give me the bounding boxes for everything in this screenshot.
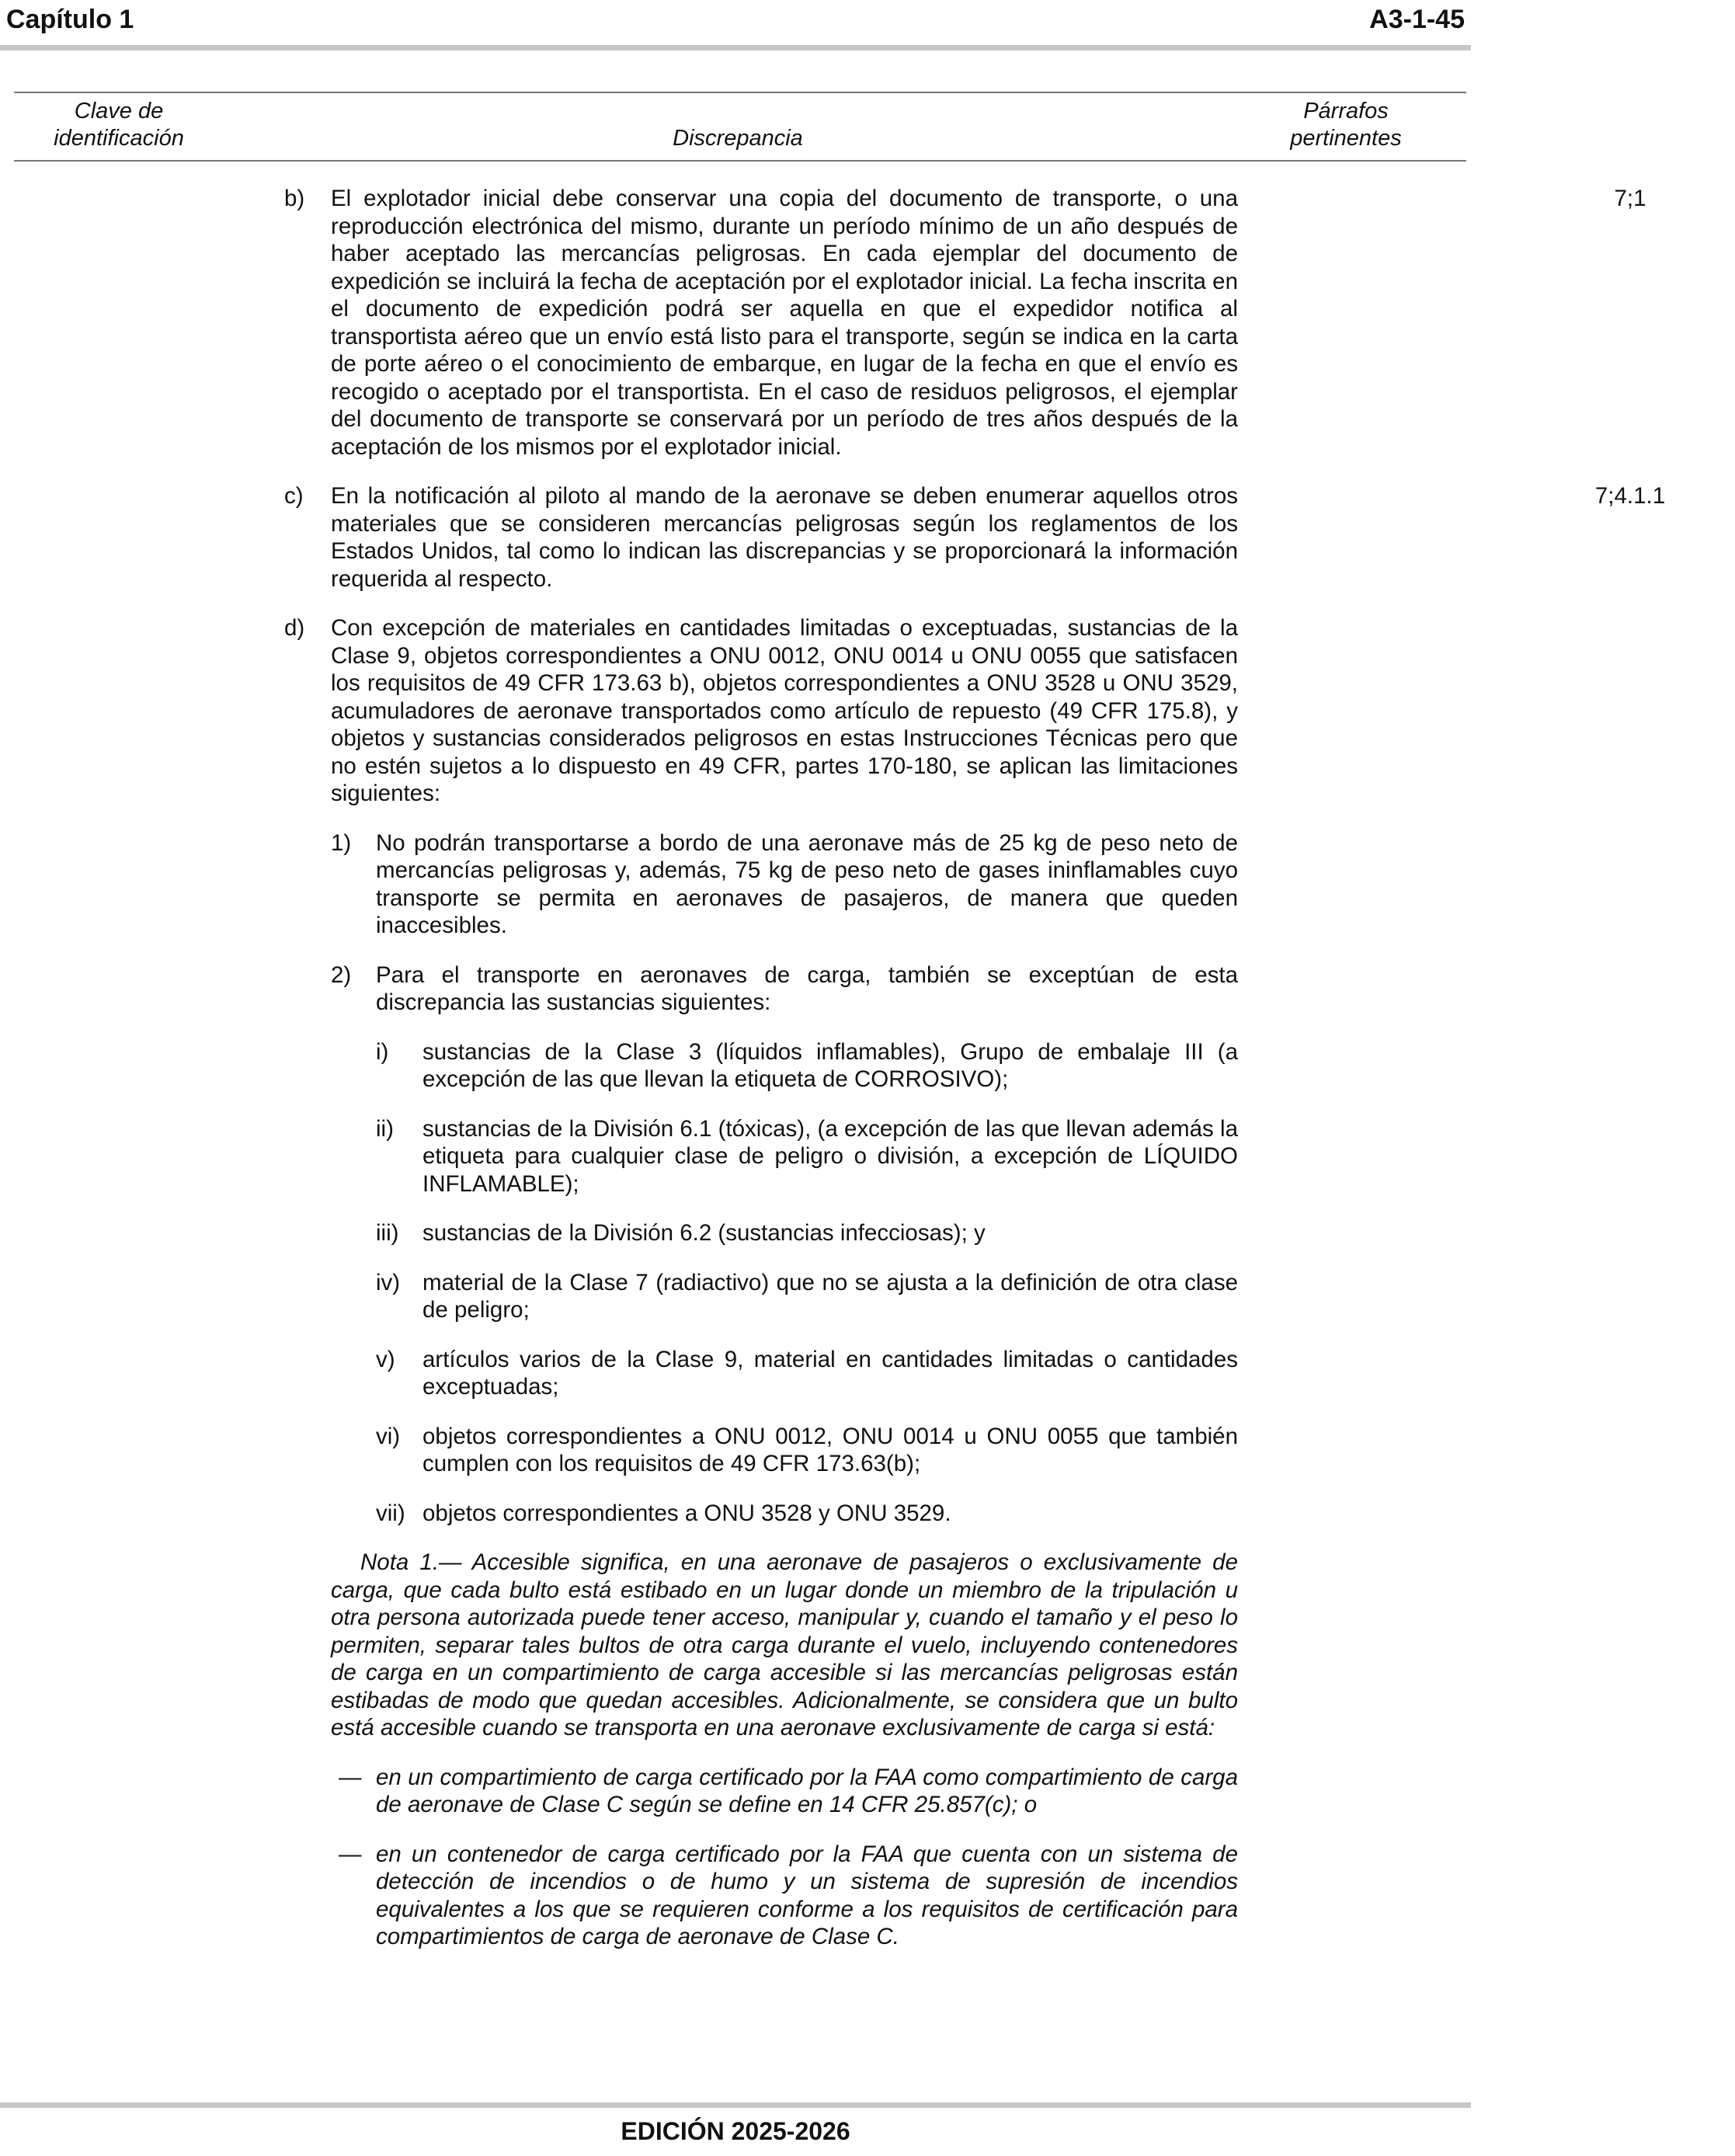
subsubitem-iv xyxy=(284,1269,1238,1324)
header-rule xyxy=(0,45,1471,50)
subsubitem-label: vii) xyxy=(376,1500,405,1526)
chapter-title: Capítulo 1 xyxy=(6,5,134,34)
discrepancy-content xyxy=(0,185,1666,1951)
subsubitem-label: iv) xyxy=(376,1269,401,1295)
subsubitem-vii xyxy=(284,1500,1238,1528)
item-c xyxy=(284,482,1666,593)
dash-label: — xyxy=(339,1764,362,1790)
dash-item-1 xyxy=(284,1764,1238,1819)
subsubitem-label: v) xyxy=(376,1346,395,1372)
subitem-1 xyxy=(284,829,1238,940)
subsubitem-ii xyxy=(284,1115,1238,1198)
subitem-label: 2) xyxy=(331,962,352,988)
item-reference: 7;1 xyxy=(1614,186,1646,211)
item-reference: 7;4.1.1 xyxy=(1594,483,1666,509)
column-header-key-line2: identificación xyxy=(54,126,184,151)
dash-text: en un contenedor de carga certificado por la FAA que cuenta con un sistema de detección de incendios o de humo y un sistema de supresión de incendios equivalentes a los que se requieren conforme a los requisitos de certificación para compartimientos de carga de aeronave de Clase C. xyxy=(376,1841,1238,1949)
item-text: El explotador inicial debe conservar una copia del documento de transporte, o una reproducción electrónica del mismo, durante un período mínimo de un año después de haber aceptado las mercancías peligrosas. En cada ejemplar del documento de expedición se incluirá la fecha de aceptación por el explotador inicial. La fecha inscrita en el documento de expedición podrá ser aquella en que el expedidor notifica al transportista aéreo que un envío está listo para el transporte, según se indica en la carta de porte aéreo o el conocimiento de embarque, en lugar de la fecha en que el envío es recogido o aceptado por el transportista. En el caso de residuos peligrosos, el ejemplar del documento de transporte se conservará por un período de tres años después de la aceptación de los mismos por el explotador inicial. xyxy=(331,186,1238,460)
subsubitem-text: objetos correspondientes a ONU 0012, ONU 0014 u ONU 0055 que también cumplen con los requisitos de 49 CFR 173.63(b); xyxy=(422,1423,1238,1476)
column-header-discrepancy: Discrepancia xyxy=(673,126,803,151)
subsubitem-v xyxy=(284,1346,1238,1401)
item-label: c) xyxy=(284,483,304,509)
subsubitem-label: i) xyxy=(376,1038,389,1065)
note-1: Nota 1.— Accesible significa, en una aeronave de pasajeros o exclusivamente de carga, que cada bulto está estibado en un lugar donde un miembro de la tripulación u otra persona autorizada puede tener acceso, manipular y, cuando el tamaño y el peso lo permiten, separar tales bultos de otra carga durante el vuelo, incluyendo contenedores de carga en un compartimiento de carga accesible si las mercancías peligrosas están estibadas de modo que quedan accesibles. Adicionalmente, se considera que un bulto está accesible cuando se transporta en una aeronave exclusivamente de carga si está: xyxy=(331,1549,1238,1740)
subitem-label: 1) xyxy=(331,829,352,856)
item-text: En la notificación al piloto al mando de la aeronave se deben enumerar aquellos otros materiales que se consideren mercancías peligrosas según los reglamentos de los Estados Unidos, tal como lo indican las discrepancias y se proporcionará la información requerida al respecto. xyxy=(331,483,1238,592)
subitem-text: No podrán transportarse a bordo de una aeronave más de 25 kg de peso neto de mercancías peligrosas y, además, 75 kg de peso neto de gases ininflamables cuyo transporte se permita en aeronaves de pasajeros, de manera que queden inaccesibles. xyxy=(376,829,1238,938)
subsubitem-text: sustancias de la División 6.1 (tóxicas), (a excepción de las que llevan además la etiqueta para cualquier clase de peligro o división, a excepción de LÍQUIDO INFLAMABLE); xyxy=(422,1115,1238,1197)
subsubitem-iii xyxy=(284,1219,1238,1247)
subsubitem-text: artículos varios de la Clase 9, material en cantidades limitadas o cantidades exceptuadas; xyxy=(422,1346,1238,1400)
subsubitem-label: vi) xyxy=(376,1423,401,1449)
subitem-text: Para el transporte en aeronaves de carga, también se exceptúan de esta discrepancia las sustancias siguientes: xyxy=(376,962,1238,1015)
dash-label: — xyxy=(339,1841,362,1867)
subsubitem-label: iii) xyxy=(376,1220,399,1246)
column-header-paragraphs xyxy=(1241,98,1451,152)
subsubitem-vi xyxy=(284,1423,1238,1478)
item-text: Con excepción de materiales en cantidades limitadas o exceptuadas, sustancias de la Clase 9, objetos correspondientes a ONU 0012, ONU 0014 u ONU 0055 que satisfacen los requisitos de 49 CFR 173.63 b), objetos correspondientes a ONU 3528 u ONU 3529, acumuladores de aeronave transportados como artículo de repuesto (49 CFR 175.8), y objetos y sustancias considerados peligrosos en estas Instrucciones Técnicas pero que no estén sujetos a lo dispuesto en 49 CFR, partes 170-180, se aplican las limitaciones siguientes: xyxy=(331,615,1238,806)
item-b xyxy=(284,185,1646,461)
subsubitem-text: sustancias de la División 6.2 (sustancias infecciosas); y xyxy=(422,1220,986,1246)
page-number: A3-1-45 xyxy=(1369,5,1465,34)
column-header-key-line1: Clave de xyxy=(74,99,164,123)
footer-rule xyxy=(0,2102,1471,2108)
table-top-rule xyxy=(14,92,1466,93)
edition-footer: EDICIÓN 2025-2026 xyxy=(621,2117,850,2145)
subsubitem-i xyxy=(284,1038,1238,1094)
dash-text: en un compartimiento de carga certificado por la FAA como compartimiento de carga de aeronave de Clase C según se define en 14 CFR 25.857(c); o xyxy=(376,1764,1238,1817)
column-header-paragraphs-line2: pertinentes xyxy=(1290,126,1402,151)
subsubitem-text: sustancias de la Clase 3 (líquidos inflamables), Grupo de embalaje III (a excepción de las que llevan la etiqueta de CORROSIVO); xyxy=(422,1038,1238,1092)
dash-item-2 xyxy=(284,1841,1238,1951)
item-label: d) xyxy=(284,615,305,641)
item-d xyxy=(284,614,1238,1951)
subsubitem-text: objetos correspondientes a ONU 3528 y ONU 3529. xyxy=(422,1500,951,1526)
subsubitem-label: ii) xyxy=(376,1115,394,1142)
column-header-paragraphs-line1: Párrafos xyxy=(1303,99,1389,123)
column-header-key xyxy=(14,98,224,152)
table-header-rule xyxy=(14,160,1466,162)
subsubitem-text: material de la Clase 7 (radiactivo) que no se ajusta a la definición de otra clase de peligro; xyxy=(422,1269,1238,1323)
subitem-2 xyxy=(284,962,1238,1017)
item-label: b) xyxy=(284,186,305,211)
